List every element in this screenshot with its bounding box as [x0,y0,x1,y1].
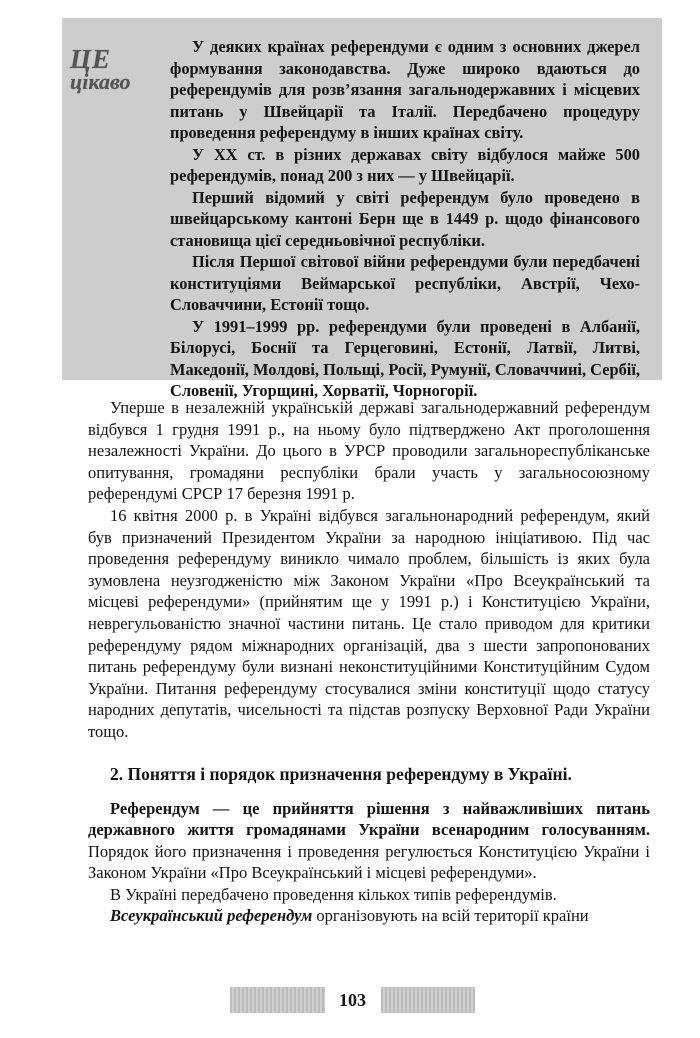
body-paragraph: В Україні передбачено проведення кількох типів референдумів. [110,884,557,904]
referendum-type-rest: організовують на всій території країни [312,906,589,926]
definition-term: Референдум — це прийняття рішення з найважливіших питань державного життя громадянами України всенародним голосуванням. [88,798,650,840]
footer-bar-right [381,987,476,1013]
tag-line-1: ЦЕ [70,44,112,74]
box-paragraph: У 1991–1999 рр. референдуми були проведені в Албанії, Білорусі, Боснії та Герцеговині, Естонії, Латвії, Литві, Македонії, Молдові, Польщі, Росії, Румунії, Словаччині, Сербії, Словенії, Угорщині, Хорватії, Чорногорії. [170,316,640,400]
referendum-type-term: Всеукраїнський референдум [110,906,313,926]
interesting-fact-tag [70,46,150,95]
section-heading: 2. Поняття і порядок призначення референдуму в Україні. [110,763,572,784]
box-paragraph: Перший відомий у світі референдум було проведено в швейцарському кантоні Берн ще в 1449 р. щодо фінансового становища цієї середньовічної республіки. [170,187,640,250]
body-paragraph [88,905,650,927]
body-paragraph: Уперше в незалежній українській державі загальнодержавний референдум відбувся 1 грудня 1991 р., на ньому було підтверджено Акт проголошення незалежності України. До цього в УРСР проводили загальнореспубліканське опитування, громадяни республіки брали участь у загальносоюзному референдумі СРСР 17 березня 1991 р. [88,398,650,504]
box-paragraph: У деяких країнах референдуми є одним з основних джерел формування законодавства. Дуже широко вдаються до референдумів для розв’язання загальнодержавних і місцевих питань у Швейцарії та Італії. Передбачено процедуру проведення референдуму в інших країнах світу. [170,37,640,142]
body-paragraph: 16 квітня 2000 р. в Україні відбувся загальнонародний референдум, який був призначений Президентом України за народною ініціативою. Під час проведення референдуму виникло чимало проблем, більшість із яких була зумовлена неузгодженістю між Законом України «Про Всеукраїнський та місцеві референдуми» (прийнятим ще у 1991 р.) і Конституцією України, неврегульованістю значної частини питань. Це стало приводом для критики референдуму рядом міжнародних організацій, два з шести запропонованих питань референдуму були визнані неконституційними Конституційним Судом України. Питання референдуму стосувалися зміни конституції щодо статусу народних депутатів, чисельності та підстав розпуску Верховної Ради України тощо. [88,505,650,741]
box-paragraph: Після Першої світової війни референдуми були передбачені конституціями Веймарської республіки, Австрії, Чехо-Словаччини, Естонії тощо. [170,252,640,314]
info-box-text [170,36,640,402]
definition-rest: Порядок його призначення і проведення регулюється Конституцією України і Законом України «Про Всеукраїнський і місцеві референдуми». [88,841,650,883]
footer-bar-left [230,987,325,1013]
main-text [88,397,650,927]
box-paragraph: У XX ст. в різних державах світу відбулося майже 500 референдумів, понад 200 з них — у Швейцарії. [170,144,640,185]
definition-paragraph [88,798,650,884]
page-footer [230,982,475,1018]
page-number: 103 [339,989,366,1010]
tag-line-2: цікаво [70,69,131,94]
